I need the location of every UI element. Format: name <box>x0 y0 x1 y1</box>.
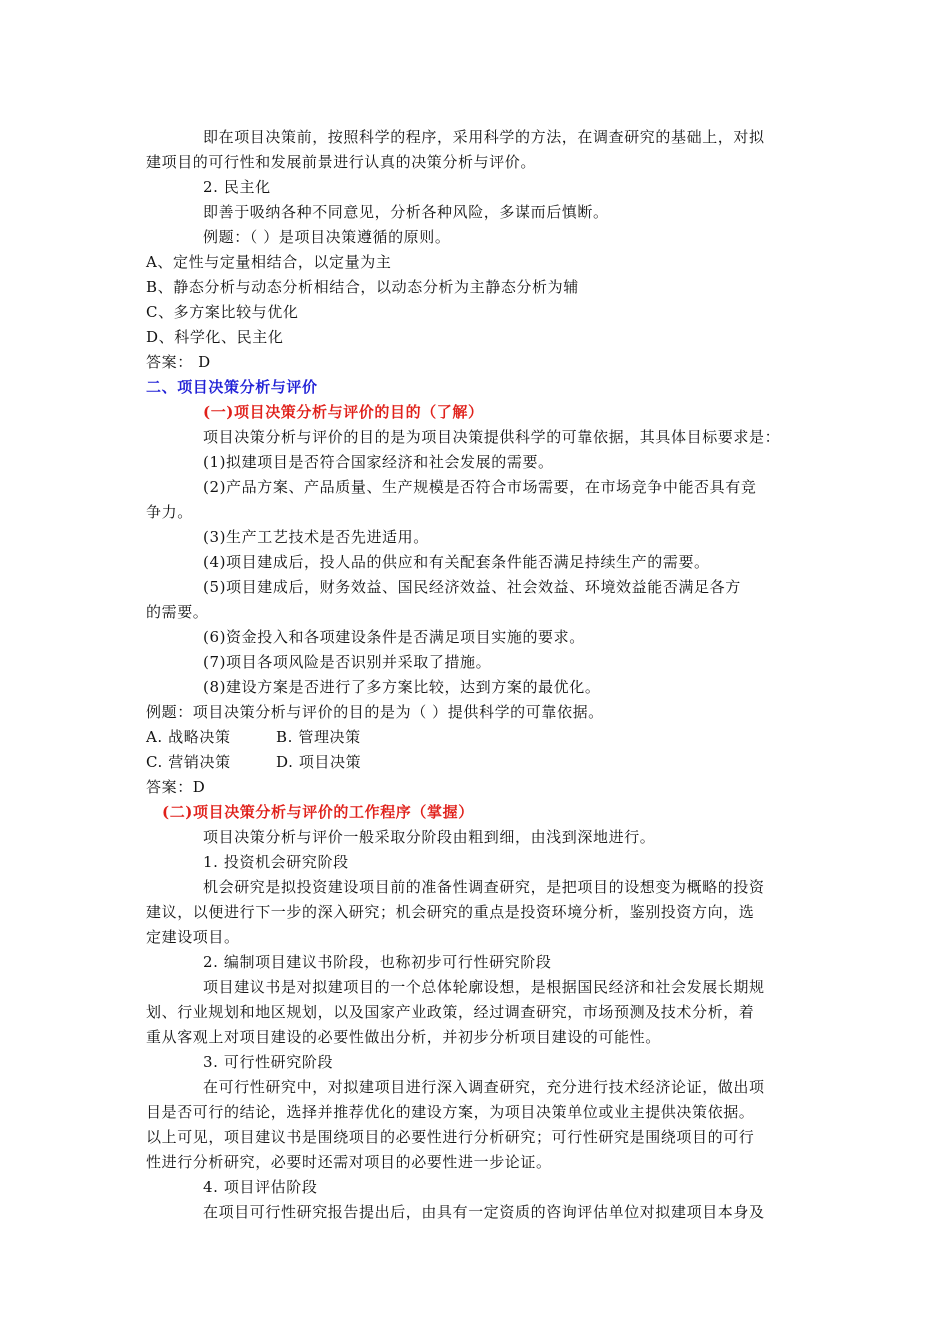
text-line: 划、行业规划和地区规划，以及国家产业政策，经过调查研究，市场预测及技术分析，着 <box>146 1003 755 1021</box>
text-line: 以上可见，项目建议书是围绕项目的必要性进行分析研究；可行性研究是围绕项目的可行 <box>146 1128 755 1146</box>
text-line: 性进行分析研究，必要时还需对项目的必要性进一步论证。 <box>146 1153 552 1171</box>
text-line: 即在项目决策前，按照科学的程序，采用科学的方法，在调查研究的基础上，对拟 <box>203 128 765 146</box>
list-item: (3)生产工艺技术是否先进适用。 <box>203 528 429 546</box>
option-d: D、科学化、民主化 <box>146 328 284 346</box>
option-b: B. 管理决策 <box>276 728 361 746</box>
text-line: 即善于吸纳各种不同意见，分析各种风险，多谋而后慎断。 <box>203 203 609 221</box>
text-line: 2. 民主化 <box>203 178 271 196</box>
list-item: (5)项目建成后，财务效益、国民经济效益、社会效益、环境效益能否满足各方 <box>203 578 741 596</box>
list-item: (7)项目各项风险是否识别并采取了措施。 <box>203 653 492 671</box>
text-line: 的需要。 <box>146 603 209 621</box>
option-a: A、定性与定量相结合，以定量为主 <box>146 253 392 271</box>
subsection-heading: (二)项目决策分析与评价的工作程序（掌握） <box>162 803 474 821</box>
text-line: 建项目的可行性和发展前景进行认真的决策分析与评价。 <box>146 153 537 171</box>
answer: 答案： D <box>146 353 211 371</box>
example-question: 例题：项目决策分析与评价的目的是为（ ）提供科学的可靠依据。 <box>146 703 604 721</box>
text-line: 在项目可行性研究报告提出后，由具有一定资质的咨询评估单位对拟建项目本身及 <box>203 1203 765 1221</box>
example-question: 例题：（ ）是项目决策遵循的原则。 <box>203 228 451 246</box>
text-line: 定建设项目。 <box>146 928 240 946</box>
option-c: C. 营销决策 <box>146 753 231 771</box>
list-item: (1)拟建项目是否符合国家经济和社会发展的需要。 <box>203 453 554 471</box>
stage-title: 1. 投资机会研究阶段 <box>203 853 349 871</box>
list-item: (6)资金投入和各项建设条件是否满足项目实施的要求。 <box>203 628 585 646</box>
option-b: B、静态分析与动态分析相结合，以动态分析为主静态分析为辅 <box>146 278 579 296</box>
text-line: 在可行性研究中，对拟建项目进行深入调查研究，充分进行技术经济论证，做出项 <box>203 1078 765 1096</box>
text-line: 目是否可行的结论，选择并推荐优化的建设方案，为项目决策单位或业主提供决策依据。 <box>146 1103 755 1121</box>
stage-title: 3. 可行性研究阶段 <box>203 1053 334 1071</box>
list-item: (2)产品方案、产品质量、生产规模是否符合市场需要，在市场竞争中能否具有竞 <box>203 478 757 496</box>
answer: 答案：D <box>146 778 206 796</box>
list-item: (8)建设方案是否进行了多方案比较，达到方案的最优化。 <box>203 678 601 696</box>
text-line: 重从客观上对项目建设的必要性做出分析，并初步分析项目建设的可能性。 <box>146 1028 661 1046</box>
text-line: 争力。 <box>146 503 193 521</box>
section-heading: 二、项目决策分析与评价 <box>146 378 318 396</box>
option-a: A. 战略决策 <box>146 728 231 746</box>
text-line: 机会研究是拟投资建设项目前的准备性调查研究，是把项目的设想变为概略的投资 <box>203 878 765 896</box>
list-item: (4)项目建成后，投人品的供应和有关配套条件能否满足持续生产的需要。 <box>203 553 710 571</box>
stage-title: 2. 编制项目建议书阶段，也称初步可行性研究阶段 <box>203 953 552 971</box>
option-c: C、多方案比较与优化 <box>146 303 299 321</box>
text-line: 项目建议书是对拟建项目的一个总体轮廓设想，是根据国民经济和社会发展长期规 <box>203 978 765 996</box>
text-line: 项目决策分析与评价的目的是为项目决策提供科学的可靠依据，其具体目标要求是： <box>203 428 781 446</box>
text-line: 项目决策分析与评价一般采取分阶段由粗到细，由浅到深地进行。 <box>203 828 656 846</box>
stage-title: 4. 项目评估阶段 <box>203 1178 318 1196</box>
option-d: D. 项目决策 <box>276 753 362 771</box>
subsection-heading: (一)项目决策分析与评价的目的（了解） <box>203 403 484 421</box>
text-line: 建议，以便进行下一步的深入研究；机会研究的重点是投资环境分析，鉴别投资方向，选 <box>146 903 755 921</box>
